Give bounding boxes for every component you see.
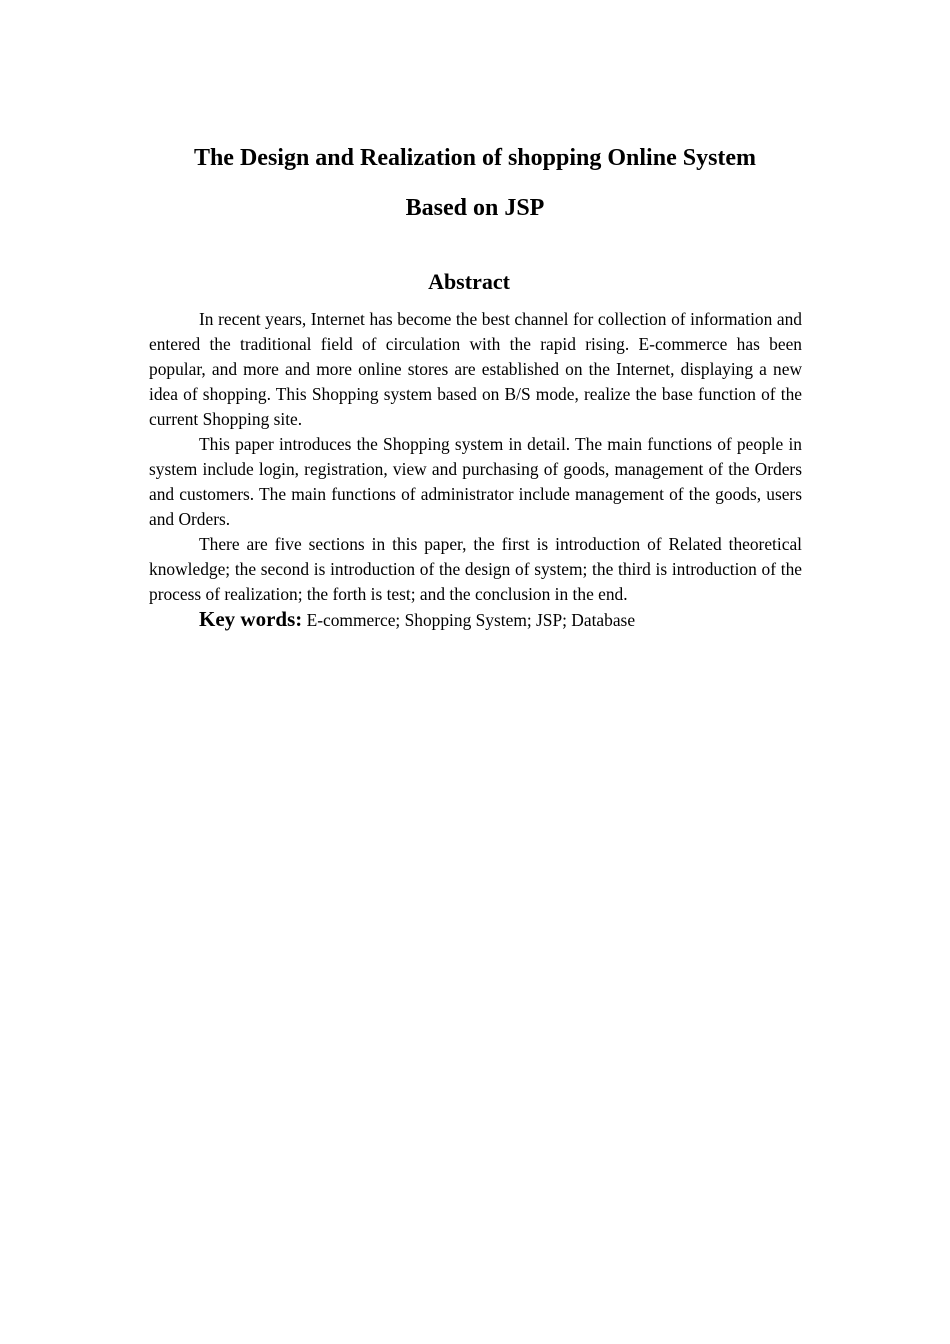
paper-title-line-2: Based on JSP: [405, 195, 545, 221]
keywords-text: E-commerce; Shopping System; JSP; Database: [302, 610, 636, 630]
keywords-label: Key words:: [199, 607, 303, 631]
abstract-heading: Abstract: [428, 269, 510, 294]
keywords-line: [149, 607, 802, 633]
paper-title-line-1: The Design and Realization of shopping Online System: [193, 145, 757, 171]
abstract-paragraph-1: In recent years, Internet has become the best channel for collection of information and entered the traditional field of circulation with the rapid rising. E-commerce has been popular, and more and more online stores are established on the Internet, displaying a new idea of shopping. This Shopping system based on B/S mode, realize the base function of the current Shopping site.: [149, 309, 802, 429]
abstract-paragraph-3: There are five sections in this paper, the first is introduction of Related theoretical knowledge; the second is introduction of the design of system; the third is introduction of the process of realization; the forth is test; and the conclusion in the end.: [149, 534, 802, 604]
abstract-paragraph-2: This paper introduces the Shopping system in detail. The main functions of people in system include login, registration, view and purchasing of goods, management of the Orders and customers. The main functions of administrator include management of the goods, users and Orders.: [149, 434, 802, 529]
abstract-body: [149, 307, 802, 633]
